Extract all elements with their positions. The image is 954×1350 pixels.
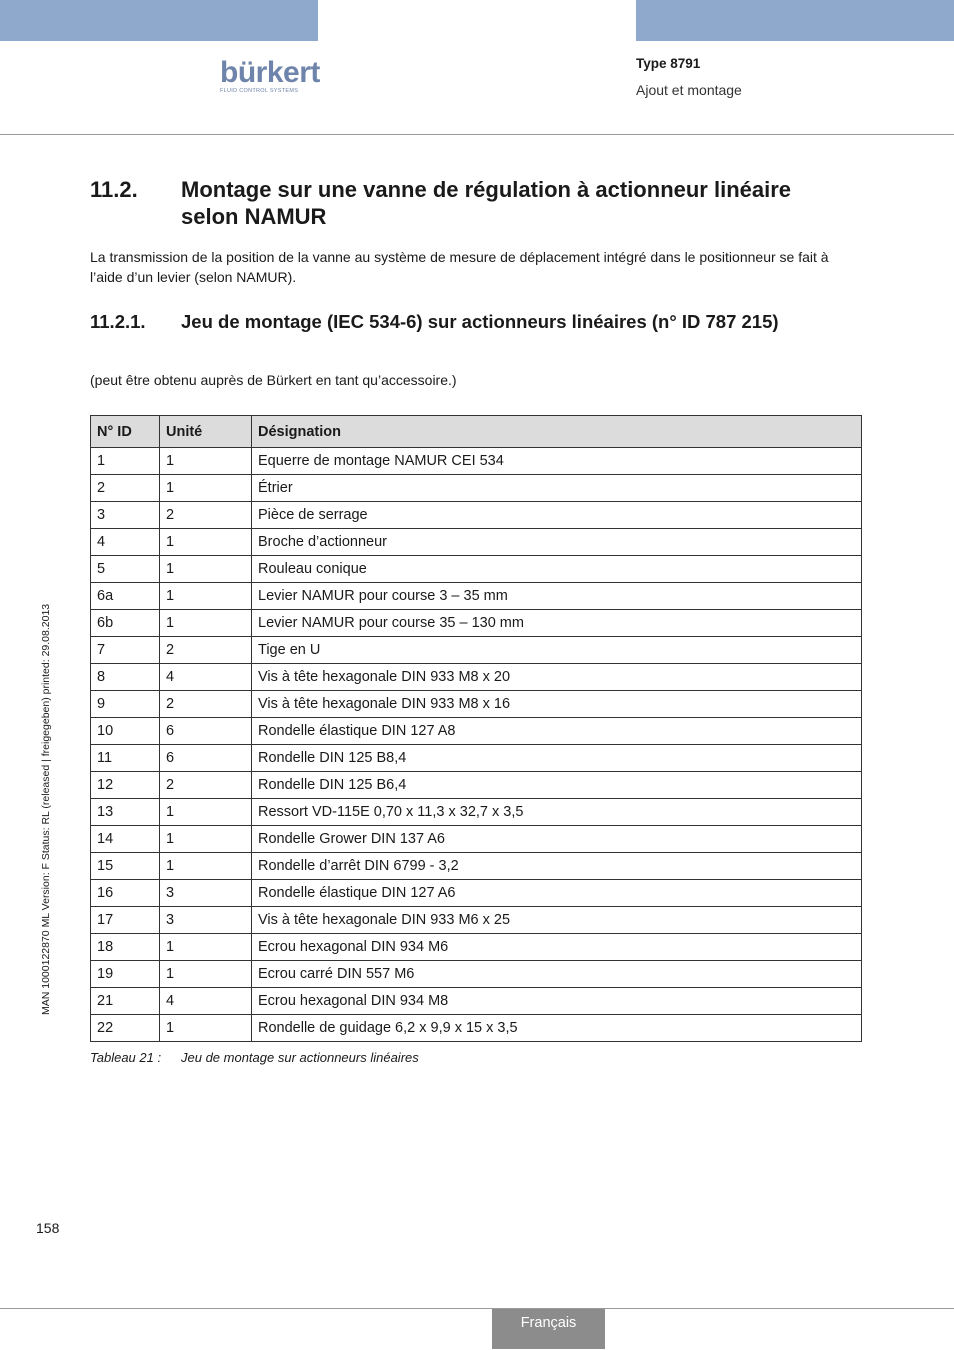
cell-unit: 1 bbox=[160, 529, 252, 556]
cell-unit: 1 bbox=[160, 1015, 252, 1042]
cell-id: 18 bbox=[91, 934, 160, 961]
cell-unit: 1 bbox=[160, 610, 252, 637]
cell-id: 14 bbox=[91, 826, 160, 853]
chapter-subtitle: Ajout et montage bbox=[636, 82, 742, 98]
document-status-text: MAN 1000122870 ML Version: F Status: RL (released | freigegeben) printed: 29.08.2013 bbox=[40, 603, 52, 1015]
table-row bbox=[91, 583, 862, 610]
cell-id: 15 bbox=[91, 853, 160, 880]
logo-wordmark: bürkert bbox=[220, 56, 320, 89]
cell-designation: Rondelle DIN 125 B6,4 bbox=[252, 772, 862, 799]
subsection-title: Jeu de montage (IEC 534-6) sur actionneurs linéaires (n° ID 787 215) bbox=[181, 311, 779, 332]
cell-id: 13 bbox=[91, 799, 160, 826]
header-divider bbox=[0, 134, 954, 135]
table-row bbox=[91, 1015, 862, 1042]
cell-id: 21 bbox=[91, 988, 160, 1015]
cell-unit: 3 bbox=[160, 907, 252, 934]
cell-unit: 1 bbox=[160, 853, 252, 880]
cell-id: 17 bbox=[91, 907, 160, 934]
table-body bbox=[91, 448, 862, 1042]
column-header-unit: Unité bbox=[160, 416, 252, 448]
table-row bbox=[91, 826, 862, 853]
cell-unit: 6 bbox=[160, 745, 252, 772]
cell-unit: 1 bbox=[160, 448, 252, 475]
caption-label: Tableau 21 : bbox=[90, 1050, 162, 1065]
cell-designation: Ressort VD-115E 0,70 x 11,3 x 32,7 x 3,5 bbox=[252, 799, 862, 826]
cell-id: 5 bbox=[91, 556, 160, 583]
language-tab: Français bbox=[492, 1309, 605, 1349]
cell-id: 6a bbox=[91, 583, 160, 610]
cell-designation: Levier NAMUR pour course 3 – 35 mm bbox=[252, 583, 862, 610]
table-caption bbox=[90, 1050, 419, 1065]
cell-designation: Equerre de montage NAMUR CEI 534 bbox=[252, 448, 862, 475]
section-title: Montage sur une vanne de régulation à actionneur linéaire selon NAMUR bbox=[181, 177, 792, 229]
table-row bbox=[91, 556, 862, 583]
cell-unit: 2 bbox=[160, 637, 252, 664]
cell-unit: 1 bbox=[160, 961, 252, 988]
table-row bbox=[91, 691, 862, 718]
accessory-note: (peut être obtenu auprès de Bürkert en tant qu’accessoire.) bbox=[90, 372, 457, 388]
table-row bbox=[91, 853, 862, 880]
cell-designation: Vis à tête hexagonale DIN 933 M8 x 16 bbox=[252, 691, 862, 718]
table-row bbox=[91, 799, 862, 826]
cell-id: 1 bbox=[91, 448, 160, 475]
cell-designation: Rondelle élastique DIN 127 A6 bbox=[252, 880, 862, 907]
cell-designation: Ecrou carré DIN 557 M6 bbox=[252, 961, 862, 988]
caption-text: Jeu de montage sur actionneurs linéaires bbox=[181, 1050, 419, 1065]
table-row bbox=[91, 718, 862, 745]
table-row bbox=[91, 988, 862, 1015]
cell-designation: Vis à tête hexagonale DIN 933 M8 x 20 bbox=[252, 664, 862, 691]
cell-id: 4 bbox=[91, 529, 160, 556]
cell-id: 16 bbox=[91, 880, 160, 907]
table-row bbox=[91, 934, 862, 961]
table-row bbox=[91, 745, 862, 772]
table-header-row bbox=[91, 416, 862, 448]
cell-designation: Broche d’actionneur bbox=[252, 529, 862, 556]
cell-designation: Ecrou hexagonal DIN 934 M6 bbox=[252, 934, 862, 961]
cell-unit: 4 bbox=[160, 664, 252, 691]
table-row bbox=[91, 961, 862, 988]
table-row bbox=[91, 529, 862, 556]
table-row bbox=[91, 448, 862, 475]
logo-tagline: FLUID CONTROL SYSTEMS bbox=[220, 88, 299, 94]
table-row bbox=[91, 880, 862, 907]
cell-designation: Étrier bbox=[252, 475, 862, 502]
cell-unit: 1 bbox=[160, 583, 252, 610]
cell-id: 19 bbox=[91, 961, 160, 988]
table-row bbox=[91, 502, 862, 529]
table-row bbox=[91, 475, 862, 502]
header-bar-left bbox=[0, 0, 318, 41]
cell-unit: 2 bbox=[160, 772, 252, 799]
parts-table bbox=[90, 415, 862, 1042]
footer-divider bbox=[0, 1308, 954, 1309]
cell-unit: 1 bbox=[160, 556, 252, 583]
cell-unit: 6 bbox=[160, 718, 252, 745]
cell-id: 6b bbox=[91, 610, 160, 637]
cell-id: 7 bbox=[91, 637, 160, 664]
cell-id: 11 bbox=[91, 745, 160, 772]
cell-unit: 2 bbox=[160, 502, 252, 529]
table-row bbox=[91, 907, 862, 934]
cell-id: 3 bbox=[91, 502, 160, 529]
cell-unit: 2 bbox=[160, 691, 252, 718]
table-row bbox=[91, 610, 862, 637]
cell-id: 22 bbox=[91, 1015, 160, 1042]
cell-designation: Tige en U bbox=[252, 637, 862, 664]
cell-id: 12 bbox=[91, 772, 160, 799]
cell-unit: 3 bbox=[160, 880, 252, 907]
header-bar-right bbox=[636, 0, 954, 41]
cell-designation: Rondelle Grower DIN 137 A6 bbox=[252, 826, 862, 853]
cell-designation: Levier NAMUR pour course 35 – 130 mm bbox=[252, 610, 862, 637]
cell-designation: Rondelle d’arrêt DIN 6799 - 3,2 bbox=[252, 853, 862, 880]
cell-id: 9 bbox=[91, 691, 160, 718]
product-type: Type 8791 bbox=[636, 56, 701, 71]
column-header-designation: Désignation bbox=[252, 416, 862, 448]
page-number: 158 bbox=[36, 1220, 60, 1236]
cell-unit: 1 bbox=[160, 799, 252, 826]
cell-unit: 1 bbox=[160, 934, 252, 961]
cell-designation: Rondelle de guidage 6,2 x 9,9 x 15 x 3,5 bbox=[252, 1015, 862, 1042]
column-header-id: N° ID bbox=[91, 416, 160, 448]
section-number: 11.2. bbox=[90, 177, 138, 202]
cell-designation: Ecrou hexagonal DIN 934 M8 bbox=[252, 988, 862, 1015]
cell-id: 10 bbox=[91, 718, 160, 745]
subsection-number: 11.2.1. bbox=[90, 311, 146, 332]
cell-designation: Rouleau conique bbox=[252, 556, 862, 583]
cell-id: 8 bbox=[91, 664, 160, 691]
cell-designation: Vis à tête hexagonale DIN 933 M6 x 25 bbox=[252, 907, 862, 934]
cell-unit: 4 bbox=[160, 988, 252, 1015]
burkert-logo bbox=[220, 58, 320, 98]
table-row bbox=[91, 772, 862, 799]
cell-designation: Rondelle élastique DIN 127 A8 bbox=[252, 718, 862, 745]
cell-id: 2 bbox=[91, 475, 160, 502]
table-row bbox=[91, 664, 862, 691]
cell-unit: 1 bbox=[160, 826, 252, 853]
cell-designation: Rondelle DIN 125 B8,4 bbox=[252, 745, 862, 772]
section-paragraph: La transmission de la position de la vanne au système de mesure de déplacement intégré dans le positionneur se fait à l’aide d’un levier (selon NAMUR). bbox=[90, 249, 829, 285]
cell-designation: Pièce de serrage bbox=[252, 502, 862, 529]
cell-unit: 1 bbox=[160, 475, 252, 502]
table-row bbox=[91, 637, 862, 664]
